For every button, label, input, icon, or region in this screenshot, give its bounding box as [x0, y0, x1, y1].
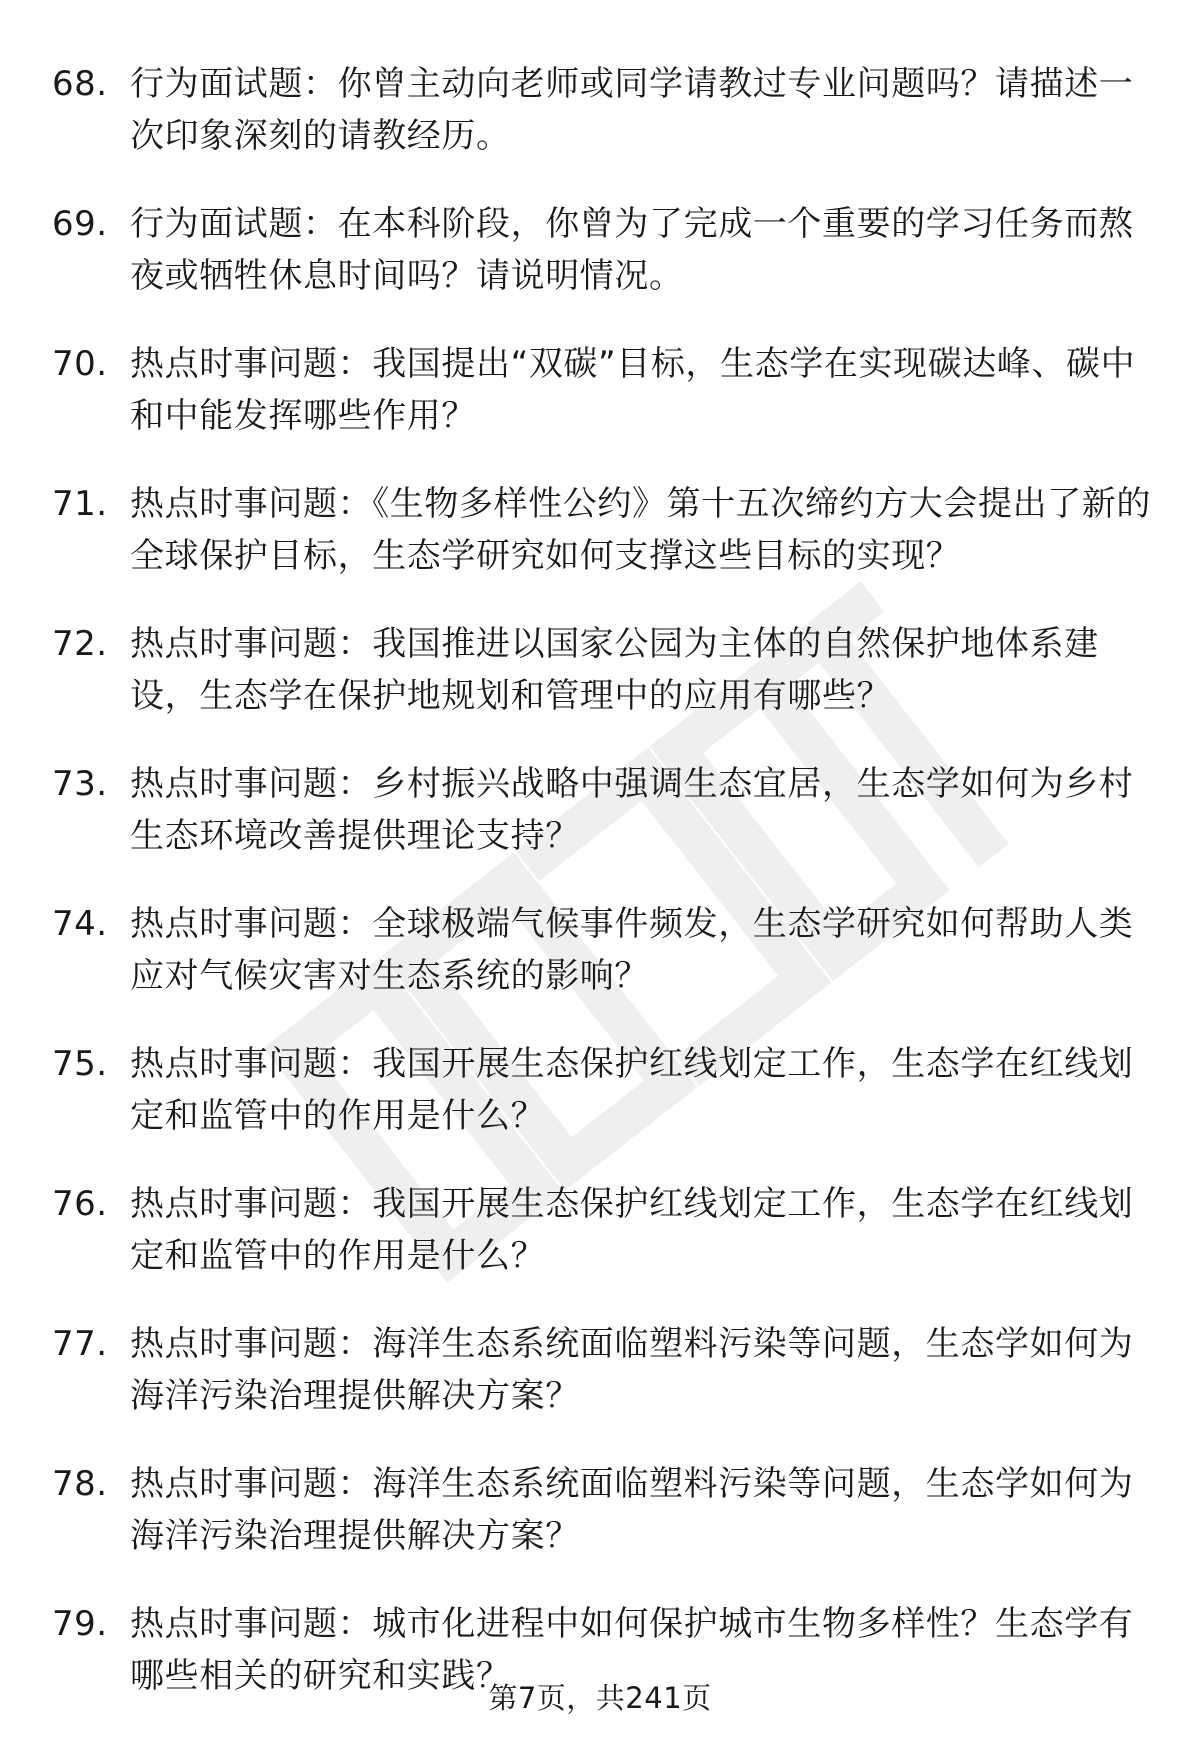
list-item: [52, 198, 1152, 338]
list-item: [52, 618, 1152, 758]
question-number: 79.: [52, 1604, 108, 1644]
list-item: [52, 758, 1152, 898]
question-text: 热点时事问题：我国开展生态保护红线划定工作，生态学在红线划定和监管中的作用是什么？: [130, 1044, 1134, 1136]
question-number: 77.: [52, 1324, 108, 1364]
question-number: 73.: [52, 764, 108, 804]
list-item: [52, 1318, 1152, 1458]
question-number: 68.: [52, 64, 108, 104]
list-item: [52, 1038, 1152, 1178]
question-number: 75.: [52, 1044, 108, 1084]
question-text: 热点时事问题：城市化进程中如何保护城市生物多样性？生态学有哪些相关的研究和实践？: [130, 1604, 1134, 1696]
question-text: 热点时事问题：海洋生态系统面临塑料污染等问题，生态学如何为海洋污染治理提供解决方案？: [130, 1464, 1134, 1556]
question-text: 行为面试题：你曾主动向老师或同学请教过专业问题吗？请描述一次印象深刻的请教经历。: [130, 64, 1134, 156]
question-list: [52, 58, 1152, 1738]
question-number: 74.: [52, 904, 108, 944]
list-item: [52, 1458, 1152, 1598]
list-item: [52, 1178, 1152, 1318]
question-number: 76.: [52, 1184, 108, 1224]
question-number: 69.: [52, 204, 108, 244]
list-item: [52, 338, 1152, 478]
question-text: 热点时事问题：全球极端气候事件频发，生态学研究如何帮助人类应对气候灾害对生态系统的影响？: [130, 904, 1134, 996]
question-text: 热点时事问题：乡村振兴战略中强调生态宜居，生态学如何为乡村生态环境改善提供理论支持？: [130, 764, 1134, 856]
question-number: 72.: [52, 624, 108, 664]
list-item: [52, 478, 1152, 618]
question-text: 热点时事问题：《生物多样性公约》第十五次缔约方大会提出了新的全球保护目标，生态学研究如何支撑这些目标的实现？: [130, 484, 1151, 576]
question-text: 热点时事问题：我国推进以国家公园为主体的自然保护地体系建设，生态学在保护地规划和管理中的应用有哪些？: [130, 624, 1099, 716]
question-number: 78.: [52, 1464, 108, 1504]
question-number: 71.: [52, 484, 108, 524]
page-footer: 第7页，共241页: [488, 1681, 712, 1715]
question-text: 行为面试题：在本科阶段，你曾为了完成一个重要的学习任务而熬夜或牺牲休息时间吗？请说明情况。: [130, 204, 1134, 296]
question-text: 热点时事问题：我国提出“双碳”目标，生态学在实现碳达峰、碳中和中能发挥哪些作用？: [130, 344, 1136, 436]
question-number: 70.: [52, 344, 108, 384]
question-text: 热点时事问题：海洋生态系统面临塑料污染等问题，生态学如何为海洋污染治理提供解决方案？: [130, 1324, 1134, 1416]
list-item: [52, 58, 1152, 198]
question-text: 热点时事问题：我国开展生态保护红线划定工作，生态学在红线划定和监管中的作用是什么？: [130, 1184, 1134, 1276]
list-item: [52, 898, 1152, 1038]
